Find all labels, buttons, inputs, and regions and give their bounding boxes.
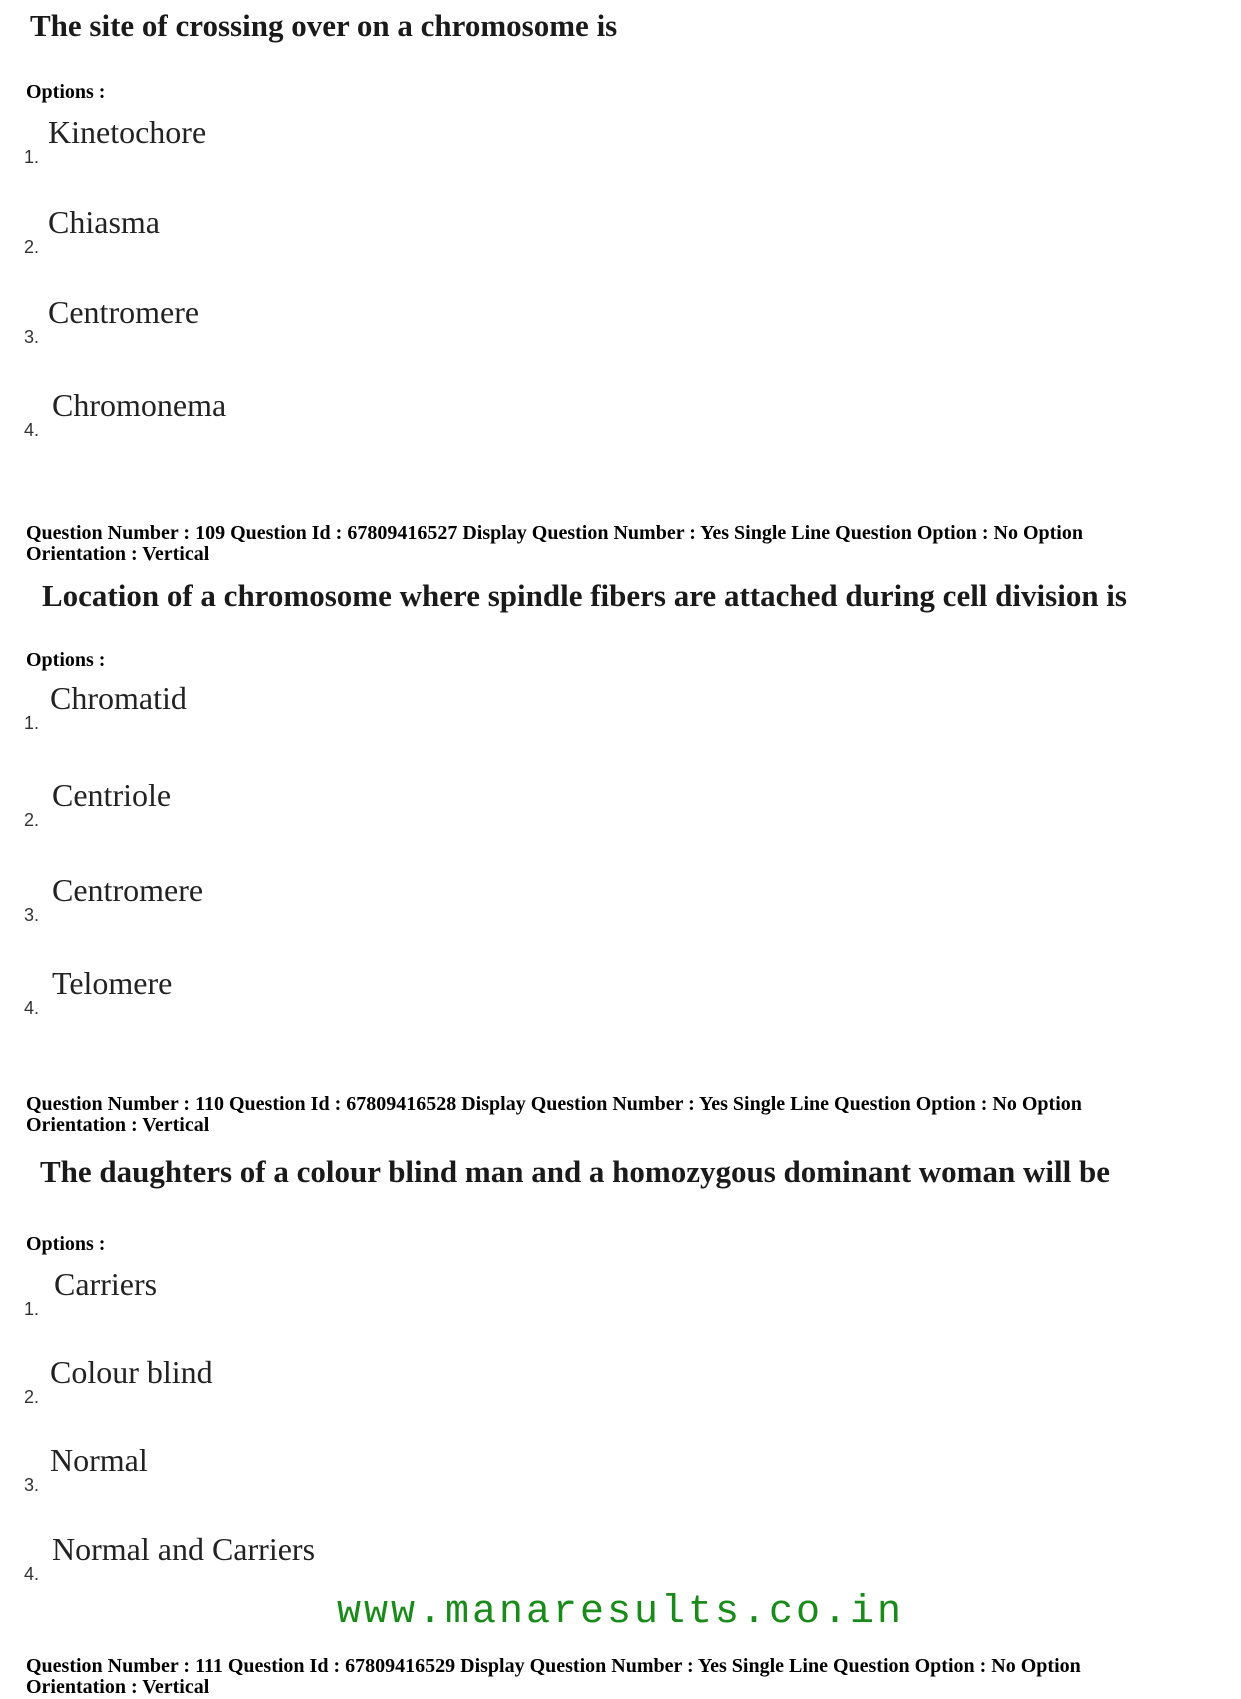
question-109-option-2: [24, 775, 624, 835]
option-text: Kinetochore: [48, 114, 207, 150]
question-111-meta: [26, 1656, 1216, 1698]
option-text: Colour blind: [50, 1354, 213, 1390]
watermark-url: www.manaresults.co.in: [336, 1590, 905, 1635]
option-number: 4.: [24, 420, 40, 440]
option-number: 1.: [24, 1299, 40, 1319]
option-number: 4.: [24, 1564, 40, 1584]
question-108-options-label: Options :: [26, 81, 106, 103]
question-109-meta-line2: Orientation : Vertical: [26, 543, 210, 565]
question-109-option-1: [24, 678, 624, 738]
option-text: Centromere: [52, 872, 204, 908]
question-108-option-1: [24, 112, 624, 172]
question-109-option-4: [24, 963, 624, 1023]
option-text: Telomere: [52, 965, 173, 1001]
question-109-meta: [26, 523, 1216, 565]
option-number: 3.: [24, 1475, 40, 1495]
option-number: 2.: [24, 810, 40, 830]
option-text: Carriers: [54, 1266, 158, 1302]
option-text: Chromonema: [52, 387, 227, 423]
option-text: Centriole: [52, 777, 172, 813]
question-108-option-4: [24, 385, 624, 445]
option-text: Chiasma: [48, 204, 160, 240]
question-109-text: Location of a chromosome where spindle fibers are attached during cell division is: [42, 578, 1127, 613]
option-text: Normal and Carriers: [52, 1531, 316, 1567]
question-110-option-3: [24, 1440, 624, 1500]
question-110-option-2: [24, 1352, 624, 1412]
question-108-option-3: [24, 292, 624, 352]
question-109-options-label: Options :: [26, 649, 106, 671]
question-109-meta-line1: Question Number : 109 Question Id : 67809416527 Display Question Number : Yes Single Line Question Option : No Option: [26, 522, 1083, 544]
question-109-option-3: [24, 870, 624, 930]
question-111-meta-line2: Orientation : Vertical: [26, 1676, 210, 1698]
option-number: 3.: [24, 905, 40, 925]
question-110-option-4: [24, 1529, 624, 1589]
option-text: Centromere: [48, 294, 200, 330]
option-number: 2.: [24, 237, 40, 257]
question-110-options-label: Options :: [26, 1233, 106, 1255]
question-108-option-2: [24, 202, 624, 262]
question-110-option-1: [24, 1264, 624, 1324]
option-number: 4.: [24, 998, 40, 1018]
question-110-text: The daughters of a colour blind man and a homozygous dominant woman will be: [40, 1154, 1110, 1189]
question-110-meta-line1: Question Number : 110 Question Id : 67809416528 Display Question Number : Yes Single Line Question Option : No Option: [26, 1093, 1082, 1115]
question-108-text: The site of crossing over on a chromosome is: [30, 8, 618, 43]
option-number: 3.: [24, 327, 40, 347]
option-number: 1.: [24, 713, 40, 733]
option-text: Chromatid: [50, 680, 187, 716]
question-111-meta-line1: Question Number : 111 Question Id : 67809416529 Display Question Number : Yes Single Line Question Option : No Option: [26, 1655, 1081, 1677]
option-text: Normal: [50, 1442, 148, 1478]
option-number: 2.: [24, 1387, 40, 1407]
question-110-meta: [26, 1094, 1216, 1136]
question-110-meta-line2: Orientation : Vertical: [26, 1114, 210, 1136]
option-number: 1.: [24, 147, 40, 167]
